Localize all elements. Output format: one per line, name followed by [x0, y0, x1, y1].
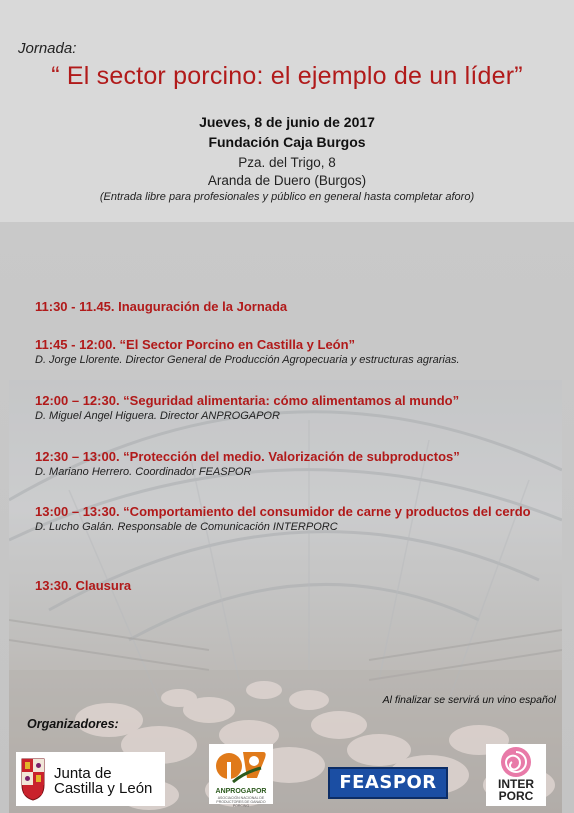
agenda-item-speaker: D. Jorge Llorente. Director General de Producción Agropecuaria y estructuras agrarias.: [35, 354, 460, 366]
anprogapor-name: ANPROGAPOR: [215, 788, 267, 795]
agenda-item-title: 12:00 – 12:30. “Seguridad alimentaria: cómo alimentamos al mundo”: [35, 393, 460, 408]
event-title: “ El sector porcino: el ejemplo de un líder”: [51, 62, 523, 90]
agenda-item-title: 12:30 – 13:00. “Protección del medio. Valorización de subproductos”: [35, 449, 460, 464]
jcyl-line2: Castilla y León: [54, 780, 153, 797]
entry-note: (Entrada libre para profesionales y público en general hasta completar aforo): [99, 191, 475, 203]
agenda-item-title: 11:30 - 11.45. Inauguración de la Jornada: [35, 299, 288, 314]
event-venue: Fundación Caja Burgos: [208, 134, 366, 150]
photo-overlay: [9, 380, 562, 813]
event-date: Jueves, 8 de junio de 2017: [199, 114, 375, 130]
coat-of-arms-icon: [20, 757, 46, 801]
agenda-item-speaker: D. Mariano Herrero. Coordinador FEASPOR: [35, 466, 252, 478]
jcyl-wordmark: [54, 766, 152, 796]
agenda-item: [35, 577, 545, 594]
feaspor-logo: [328, 767, 448, 799]
agenda-item-title: 13:00 – 13:30. “Comportamiento del consumidor de carne y productos del cerdo: [35, 504, 531, 519]
agenda-item-speaker: D. Lucho Galán. Responsable de Comunicación INTERPORC: [35, 521, 338, 533]
interporc-wordmark: [486, 778, 546, 802]
agenda-item: [35, 298, 545, 315]
agenda-item: [35, 392, 545, 424]
swirl-icon: [500, 746, 532, 778]
anprogapor-subtitle: ASOCIACIÓN NACIONAL DE PRODUCTORES DE GANADO PORCINO: [216, 796, 266, 808]
agenda-item-title: 13:30. Clausura: [35, 578, 132, 593]
agenda-item-title: 11:45 - 12:00. “El Sector Porcino en Castilla y León”: [35, 337, 356, 352]
header-band: [0, 0, 574, 222]
interporc-line1: INTER: [498, 777, 534, 791]
anprogapor-logo: [209, 744, 273, 808]
event-label: Jornada:: [18, 40, 77, 57]
venue-city: Aranda de Duero (Burgos): [207, 173, 367, 188]
interporc-line2: PORC: [498, 789, 534, 803]
jcyl-logo: [16, 752, 165, 806]
agenda-item: [35, 503, 545, 535]
pig-barn-photo: [9, 380, 562, 813]
agenda-item: [35, 336, 545, 368]
interporc-logo: [486, 744, 546, 806]
jcyl-line1: Junta de: [54, 765, 112, 782]
organizers-heading: Organizadores:: [27, 717, 119, 731]
agenda-item: [35, 448, 545, 480]
agenda-item-speaker: D. Miguel Angel Higuera. Director ANPROGAPOR: [35, 410, 280, 422]
feaspor-wordmark: FEASPOR: [339, 772, 437, 793]
anprogapor-mark-icon: [215, 748, 267, 786]
venue-street: Pza. del Trigo, 8: [238, 155, 336, 170]
closing-note: Al finalizar se servirá un vino español: [382, 694, 556, 706]
